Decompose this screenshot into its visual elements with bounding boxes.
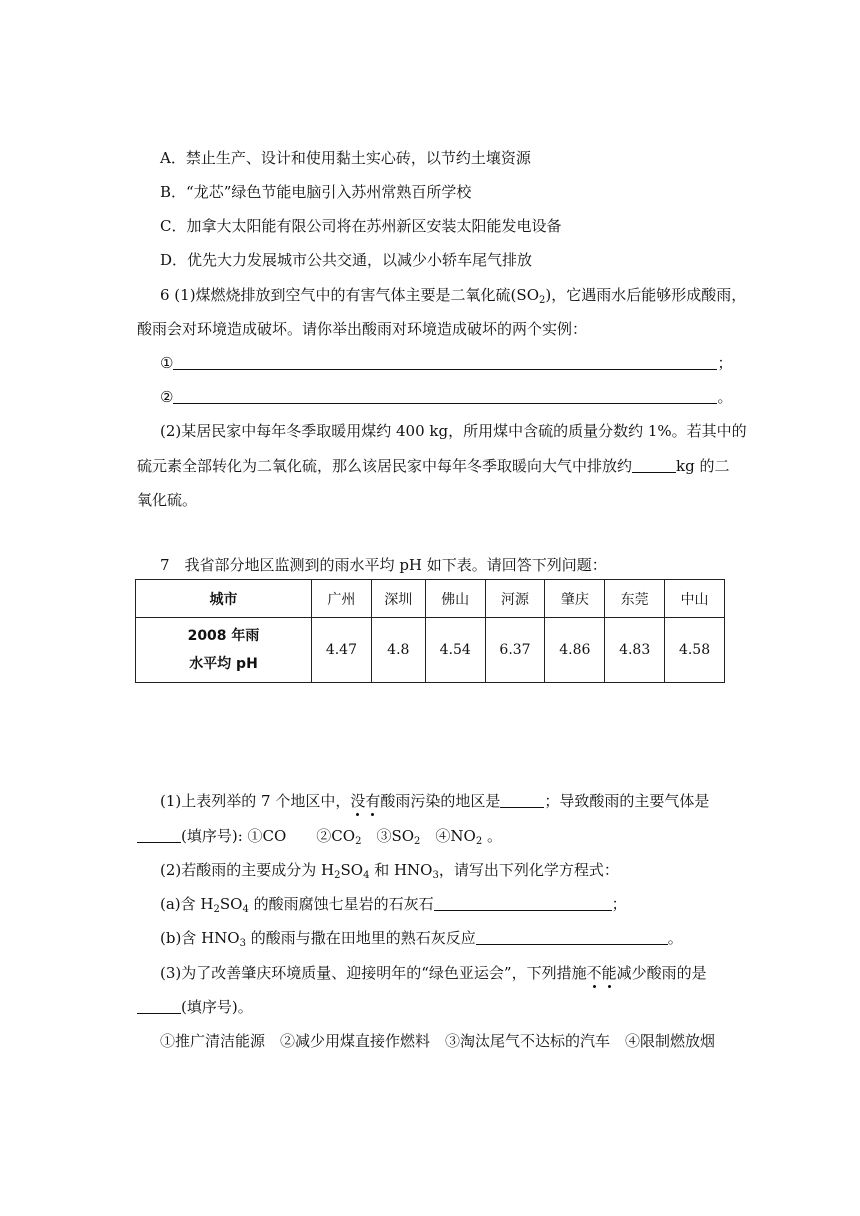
- q7-sub2: (2)若酸雨的主要成分为 $H_2SO_4$ 和 $HNO_3$，请写出下列化学方程式：: [160, 861, 619, 881]
- answer-blank[interactable]: [173, 354, 717, 370]
- answer-blank[interactable]: [500, 792, 544, 808]
- q7-measures: ①推广清洁能源 ②减少用煤直接作燃料 ③淘汰尾气不达标的汽车 ④限制燃放烟: [160, 1032, 716, 1050]
- table-value: 6.37: [485, 618, 545, 683]
- answer-blank[interactable]: [632, 457, 676, 473]
- q6-part1-line2: 酸雨会对环境造成破坏。请你举出酸雨对环境造成破坏的两个实例：: [137, 320, 588, 338]
- answer-blank[interactable]: [137, 827, 181, 843]
- table-city: 佛山: [425, 580, 485, 618]
- q6-part1-line1: 6 (1)煤燃烧排放到空气中的有害气体主要是二氧化硫$(SO_2)$，它遇雨水后能够形成酸雨，: [160, 286, 747, 306]
- q7-sub2-a: (a)含 $H_2SO_4$ 的酸雨腐蚀七星岩的石灰石 ；: [160, 895, 627, 915]
- q7-sub3-line1: (3)为了改善肇庆环境质量、迎接明年的“绿色亚运会”，下列措施不能减少酸雨的是: [160, 964, 707, 982]
- answer-blank[interactable]: [137, 998, 181, 1014]
- q7-sub1-line2: (填序号): ①CO $②CO_2$ $③SO_2$ $④NO_2$ 。: [137, 825, 502, 847]
- q7-intro: 7 我省部分地区监测到的雨水平均 pH 如下表。请回答下列问题：: [160, 556, 607, 574]
- table-value-row: [136, 618, 725, 683]
- table-row-label: 2008 年雨 水平均 pH: [136, 618, 312, 683]
- q6-part2-line1: (2)某居民家中每年冬季取暖用煤约 400 kg，所用煤中含硫的质量分数约 1%。若其中的: [160, 422, 747, 440]
- table-city: 广州: [312, 580, 372, 618]
- table-header-row: [136, 580, 725, 618]
- option-a: A．禁止生产、设计和使用黏土实心砖，以节约土壤资源: [160, 149, 531, 167]
- option-b: B．“龙芯”绿色节能电脑引入苏州常熟百所学校: [160, 183, 472, 201]
- table-city: 深圳: [371, 580, 425, 618]
- q7-sub1-line1: (1)上表列举的 7 个地区中，没有酸雨污染的地区是 ；导致酸雨的主要气体是: [160, 792, 710, 810]
- q6-part2-line3: 氧化硫。: [137, 491, 198, 509]
- table-value: 4.8: [371, 618, 425, 683]
- table-value: 4.86: [545, 618, 605, 683]
- option-d: D．优先大力发展城市公共交通，以减少小轿车尾气排放: [160, 251, 533, 269]
- answer-blank[interactable]: [434, 895, 612, 911]
- table-value: 4.47: [312, 618, 372, 683]
- table-city: 河源: [485, 580, 545, 618]
- q6-answer-line-1: ① ；: [160, 354, 733, 372]
- q6-answer-line-2: ② 。: [160, 388, 733, 406]
- table-city: 肇庆: [545, 580, 605, 618]
- table-city: 东莞: [605, 580, 665, 618]
- q6-part2-line2: 硫元素全部转化为二氧化硫，那么该居民家中每年冬季取暖向大气中排放约 kg 的二: [137, 457, 730, 475]
- table-header-label: 城市: [136, 580, 312, 618]
- table-value: 4.83: [605, 618, 665, 683]
- answer-blank[interactable]: [173, 388, 717, 404]
- table-value: 4.54: [425, 618, 485, 683]
- answer-blank[interactable]: [476, 929, 668, 945]
- q7-sub3-line2: (填序号)。: [137, 996, 253, 1018]
- table-city: 中山: [665, 580, 725, 618]
- table-value: 4.58: [665, 618, 725, 683]
- option-c: C．加拿大太阳能有限公司将在苏州新区安装太阳能发电设备: [160, 217, 562, 235]
- ph-table: [135, 579, 725, 683]
- q7-sub2-b: (b)含 $HNO_3$ 的酸雨与撒在田地里的熟石灰反应 。: [160, 929, 683, 949]
